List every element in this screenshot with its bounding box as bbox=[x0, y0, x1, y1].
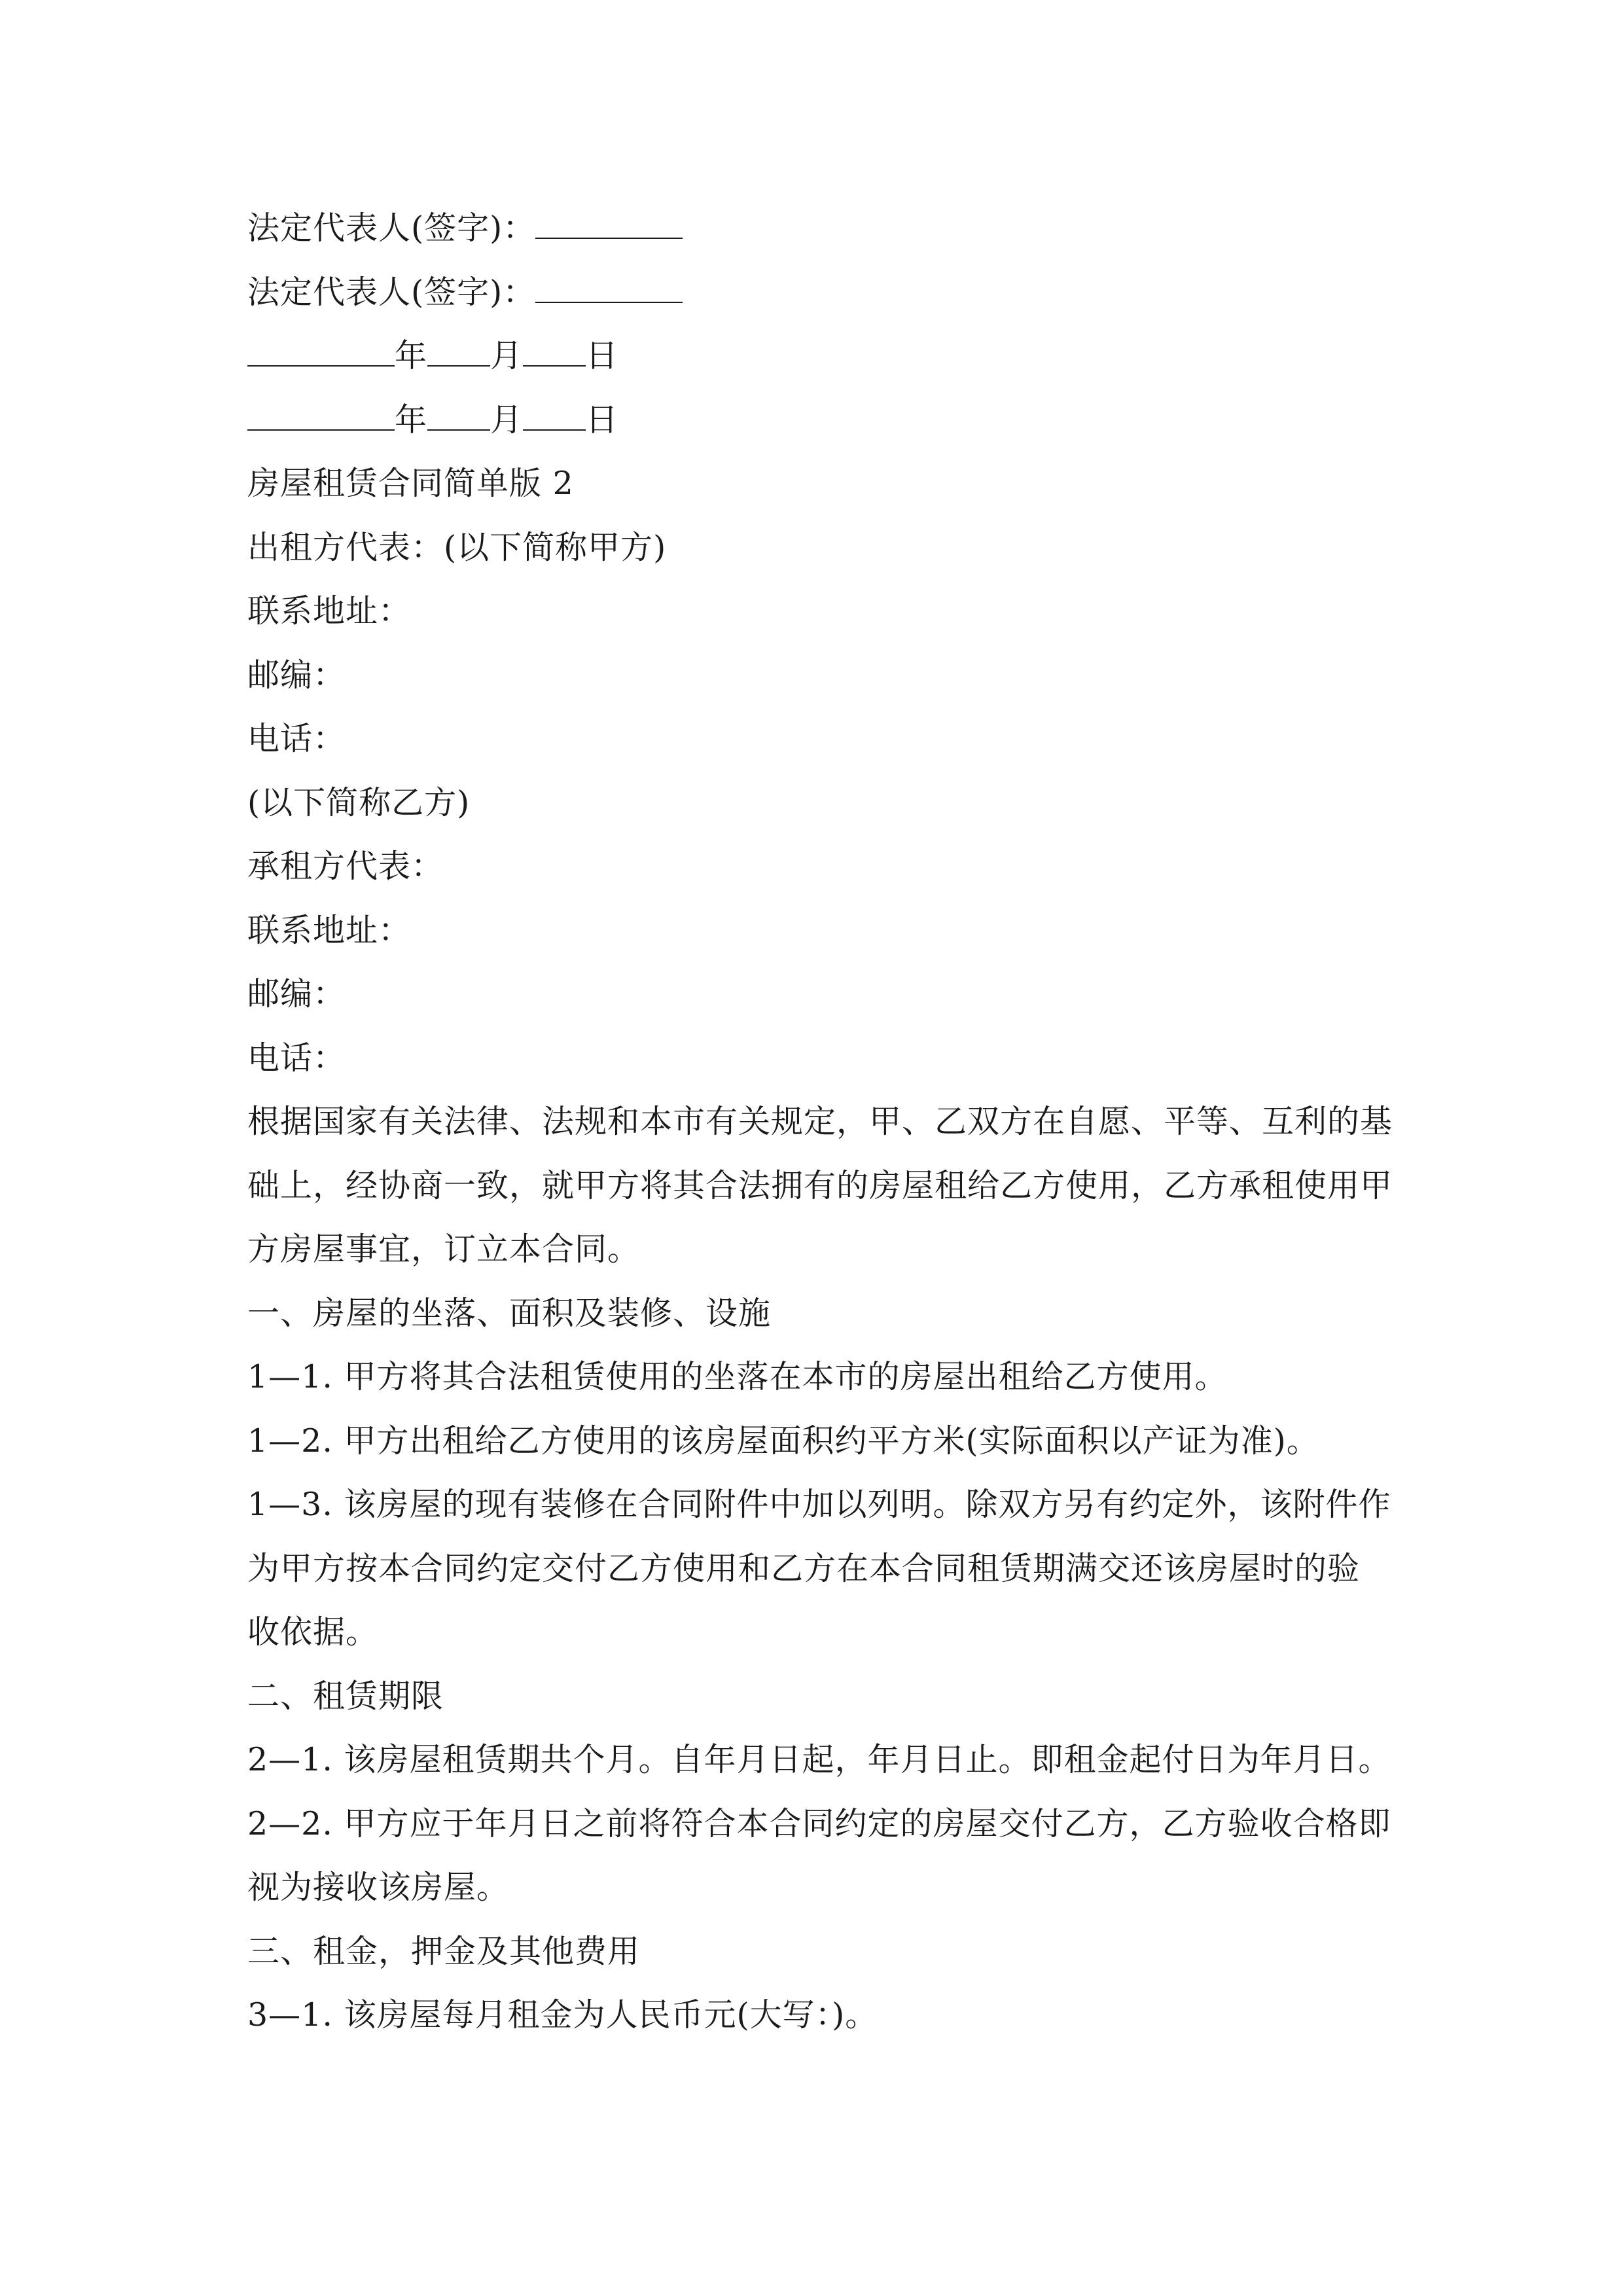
clause-line: 3—1. 该房屋每月租金为人民币元(大写：)。 bbox=[247, 1996, 878, 2034]
clause-line: 1—3. 该房屋的现有装修在合同附件中加以列明。除双方另有约定外，该附件作 bbox=[247, 1486, 1391, 1523]
signature-line-1 bbox=[247, 196, 1386, 260]
clause-line: 2—1. 该房屋租赁期共个月。自年月日起，年月日止。即租金起付日为年月日。 bbox=[247, 1741, 1391, 1778]
lessee-phone-line: 电话： bbox=[247, 1039, 346, 1077]
day-blank bbox=[523, 339, 586, 367]
document-page bbox=[247, 196, 1393, 2047]
lessor-phone-line: 电话： bbox=[247, 720, 346, 757]
lessor-address-line: 联系地址： bbox=[247, 592, 412, 630]
month-unit: 月 bbox=[490, 337, 524, 374]
month-blank bbox=[427, 403, 490, 431]
signature-line-2 bbox=[247, 260, 1386, 325]
clause-line: 为甲方按本合同约定交付乙方使用和乙方在本合同租赁期满交还该房屋时的验 bbox=[247, 1549, 1361, 1587]
lessee-alias-line: (以下简称乙方) bbox=[247, 783, 471, 821]
date-line-2 bbox=[247, 388, 1386, 452]
lessee-rep-line: 承租方代表： bbox=[247, 848, 444, 885]
lessor-rep-line: 出租方代表：(以下简称甲方) bbox=[247, 528, 667, 566]
signature-blank bbox=[535, 276, 683, 303]
clause-line: 1—1. 甲方将其合法租赁使用的坐落在本市的房屋出租给乙方使用。 bbox=[247, 1358, 1228, 1395]
section-heading: 二、租赁期限 bbox=[247, 1677, 444, 1715]
clause-line: 1—2. 甲方出租给乙方使用的该房屋面积约平方米(实际面积以产证为准)。 bbox=[247, 1422, 1319, 1460]
year-blank bbox=[247, 403, 395, 431]
signature-blank bbox=[535, 211, 683, 239]
date-line-1 bbox=[247, 324, 1386, 388]
legal-rep-label: 法定代表人(签字)： bbox=[247, 209, 536, 247]
lessor-postcode-line: 邮编： bbox=[247, 656, 346, 694]
lessee-postcode-line: 邮编： bbox=[247, 975, 346, 1013]
clause-line: 收依据。 bbox=[247, 1613, 379, 1651]
day-blank bbox=[523, 403, 586, 431]
section-heading: 三、租金，押金及其他费用 bbox=[247, 1932, 641, 1970]
lessee-address-line: 联系地址： bbox=[247, 911, 412, 949]
preamble-line: 方房屋事宜，订立本合同。 bbox=[247, 1230, 641, 1268]
preamble-line: 础上，经协商一致，就甲方将其合法拥有的房屋租给乙方使用，乙方承租使用甲 bbox=[247, 1166, 1393, 1204]
month-unit: 月 bbox=[490, 401, 524, 439]
preamble-line: 根据国家有关法律、法规和本市有关规定，甲、乙双方在自愿、平等、互利的基 bbox=[247, 1103, 1393, 1140]
year-blank bbox=[247, 339, 395, 367]
clause-line: 视为接收该房屋。 bbox=[247, 1869, 510, 1906]
year-unit: 年 bbox=[395, 401, 428, 439]
contract-title: 房屋租赁合同简单版 2 bbox=[247, 465, 574, 502]
day-unit: 日 bbox=[586, 337, 619, 374]
year-unit: 年 bbox=[395, 337, 428, 374]
month-blank bbox=[427, 339, 490, 367]
legal-rep-label: 法定代表人(签字)： bbox=[247, 273, 536, 311]
day-unit: 日 bbox=[586, 401, 619, 439]
clause-line: 2—2. 甲方应于年月日之前将符合本合同约定的房屋交付乙方，乙方验收合格即 bbox=[247, 1804, 1391, 1842]
section-heading: 一、房屋的坐落、面积及装修、设施 bbox=[247, 1294, 772, 1332]
